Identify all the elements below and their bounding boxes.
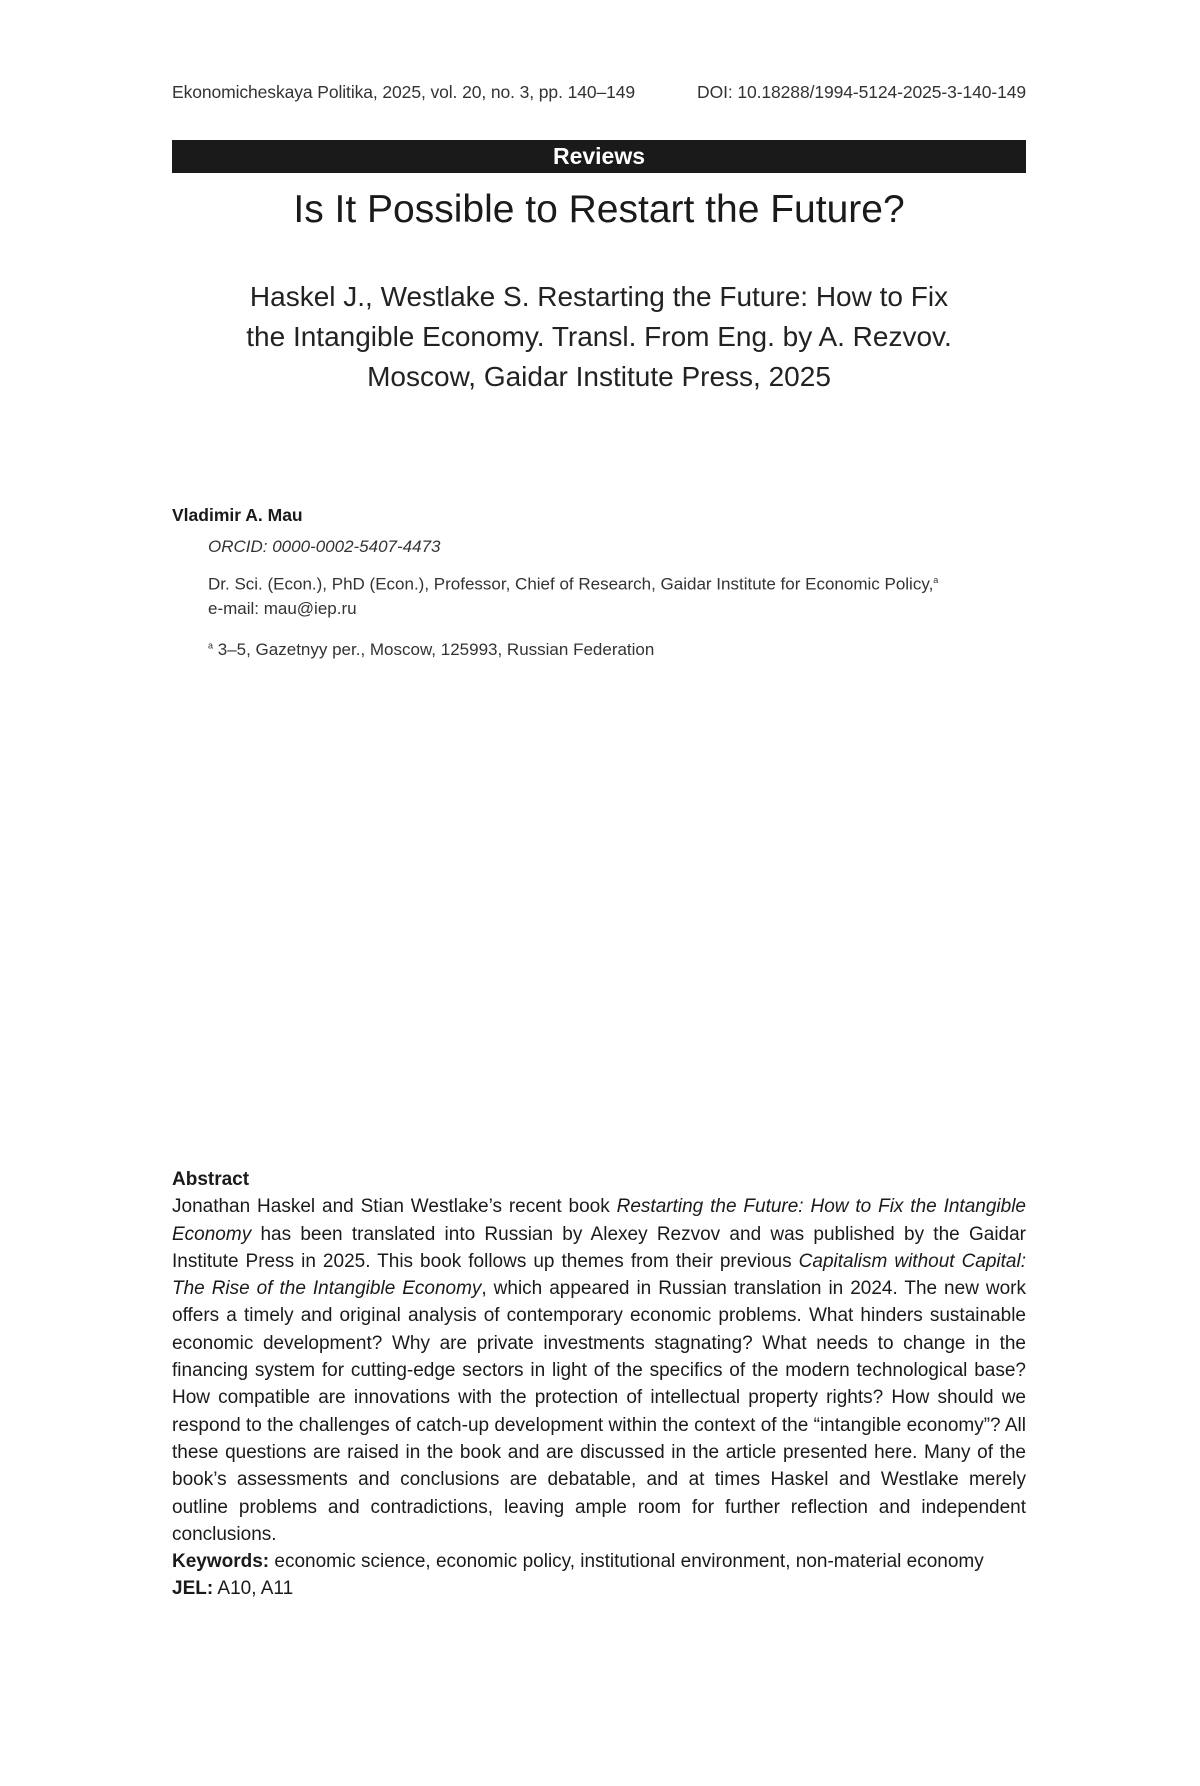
book-title-italic: Restarting the Future: How to Fix the Intangible Economy <box>172 1196 1026 1244</box>
section-banner: Reviews <box>172 140 1026 173</box>
abstract-text-part: has been translated into Russian by Alexey Rezvov and was published by the Gaidar Institute Press in 2025. This book follows up themes from their previous <box>172 1224 1026 1272</box>
author-email: e-mail: mau@iep.ru <box>208 599 357 618</box>
abstract-body <box>172 1193 1026 1548</box>
book-reference-line: the Intangible Economy. Transl. From Eng. by A. Rezvov. <box>172 317 1026 357</box>
author-orcid: ORCID: 0000-0002-5407-4473 <box>208 537 440 557</box>
author-address <box>208 640 654 660</box>
book-reference-line: Moscow, Gaidar Institute Press, 2025 <box>172 357 1026 397</box>
book-title-italic: Capitalism without Capital: The Rise of the Intangible Economy <box>172 1251 1026 1299</box>
jel-label: JEL: <box>172 1578 213 1599</box>
address-mark: a <box>208 640 213 650</box>
keywords-line <box>172 1548 1026 1575</box>
abstract-text-part: , which appeared in Russian translation in 2024. The new work offers a timely and original analysis of contemporary economic problems. What hinders sustainable economic development? Why are private investments stagnating? What needs to change in the financing system for cutting-edge sectors in light of the specifics of the modern technological base? How compatible are innovations with the protection of intellectual property rights? How should we respond to the challenges of catch-up development within the context of the “intangible economy”? All these questions are raised in the book and are discussed in the article presented here. Many of the book’s assessments and conclusions are debatable, and at times Haskel and Westlake merely outline problems and contradictions, leaving ample room for further reflection and independent conclusions. <box>172 1278 1026 1545</box>
jel-value: A10, A11 <box>213 1578 293 1599</box>
jel-line <box>172 1575 1026 1602</box>
author-affiliation <box>208 568 938 621</box>
abstract-section <box>172 1166 1026 1603</box>
book-reference-line: Haskel J., Westlake S. Restarting the Future: How to Fix <box>172 277 1026 317</box>
abstract-text-part: Jonathan Haskel and Stian Westlake’s recent book <box>172 1196 617 1217</box>
address-text: 3–5, Gazetnyy per., Moscow, 125993, Russian Federation <box>218 640 655 659</box>
abstract-heading: Abstract <box>172 1166 1026 1193</box>
affiliation-mark: a <box>933 575 938 585</box>
doi: DOI: 10.18288/1994-5124-2025-3-140-149 <box>697 82 1026 103</box>
author-name: Vladimir A. Mau <box>172 505 303 526</box>
book-reference <box>172 277 1026 397</box>
journal-citation: Ekonomicheskaya Politika, 2025, vol. 20, no. 3, pp. 140–149 <box>172 82 635 103</box>
keywords-value: economic science, economic policy, institutional environment, non-material economy <box>269 1551 984 1572</box>
affiliation-text: Dr. Sci. (Econ.), PhD (Econ.), Professor, Chief of Research, Gaidar Institute for Economic Policy, <box>208 575 933 594</box>
keywords-label: Keywords: <box>172 1551 269 1572</box>
page-title: Is It Possible to Restart the Future? <box>172 188 1026 232</box>
